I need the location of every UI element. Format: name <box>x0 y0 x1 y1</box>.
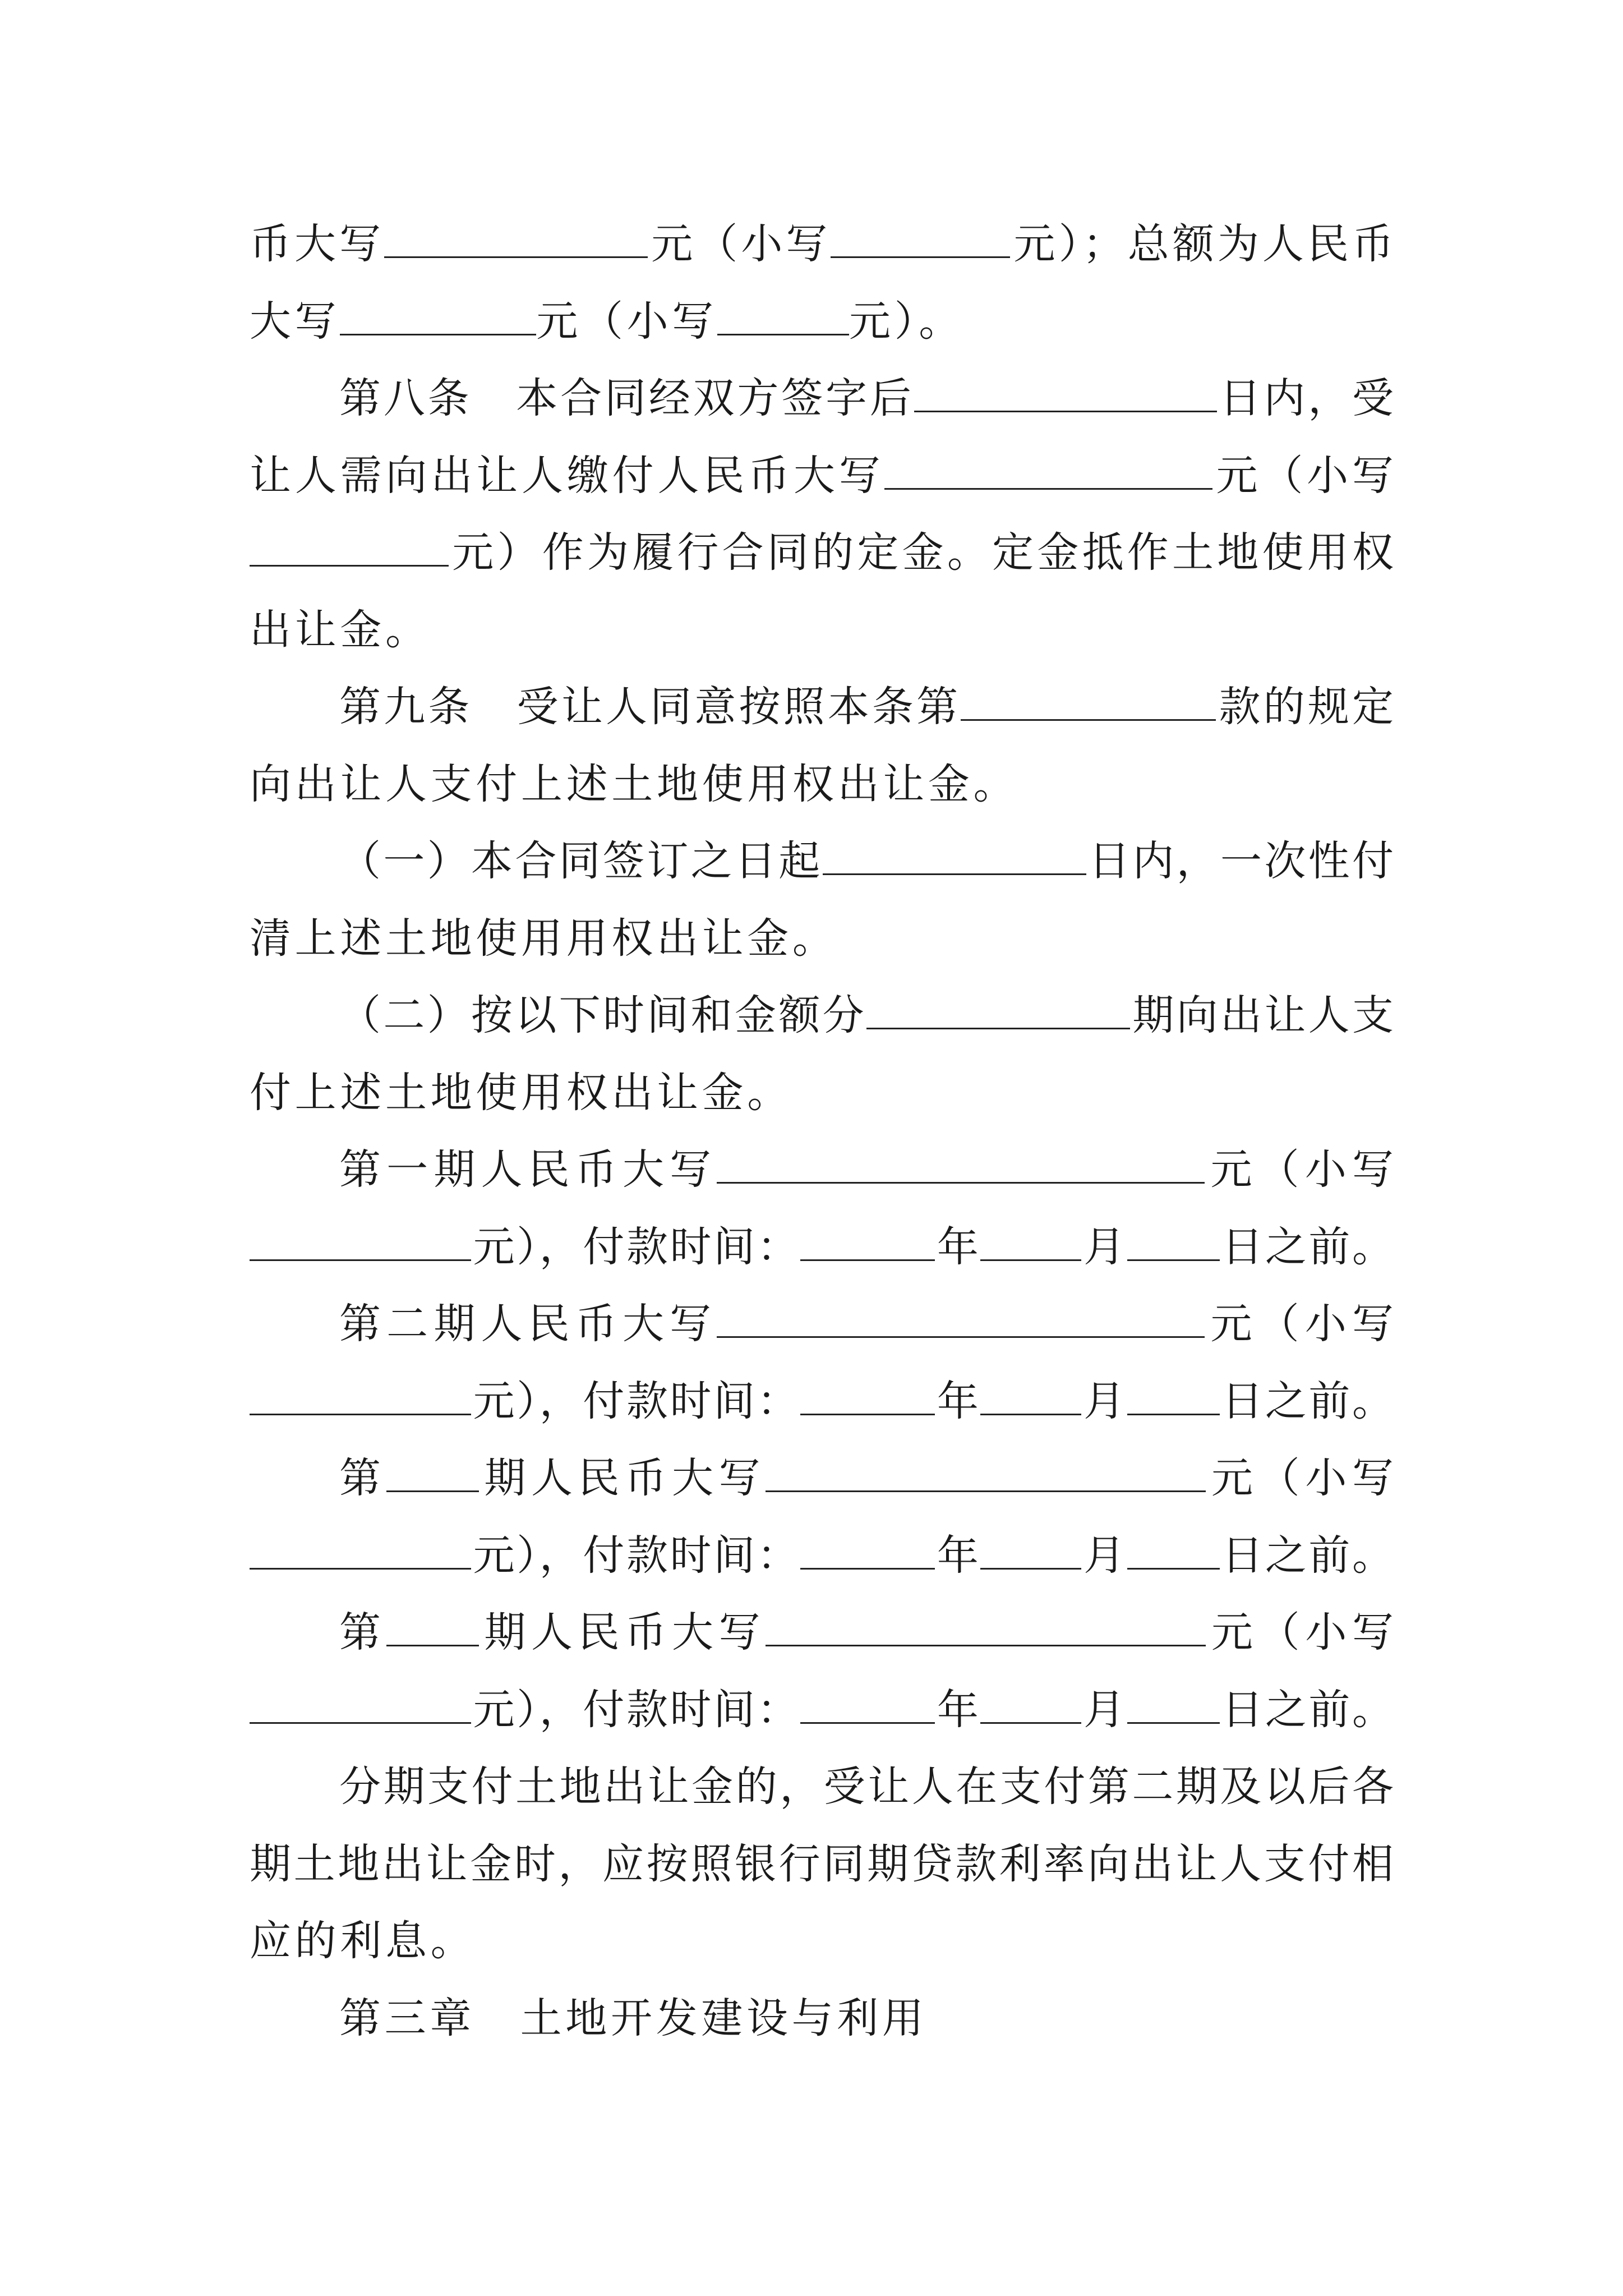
text-segment: 元）；总额为人民币 <box>1010 220 1394 268</box>
blank-field <box>340 293 536 335</box>
text-segment: 出让金。 <box>250 606 431 654</box>
text-segment: 元）作为履行合同的定金。定金抵作土地使用权 <box>449 528 1394 577</box>
text-segment: 应的利息。 <box>250 1917 476 1965</box>
text-segment: 月 <box>1081 1377 1127 1425</box>
text-segment: 期人民币大写 <box>478 1608 766 1657</box>
blank-field <box>1127 1373 1220 1415</box>
text-segment: 第一期人民币大写 <box>339 1145 717 1194</box>
text-line-20 <box>250 1682 1394 1738</box>
text-segment: 第 <box>339 1608 386 1657</box>
blank-field <box>800 1219 935 1261</box>
text-segment: 元（小写 <box>536 297 717 346</box>
blank-field <box>717 1142 1205 1184</box>
text-segment: 日之前。 <box>1219 1531 1394 1580</box>
blank-field <box>766 1450 1206 1492</box>
blank-field <box>980 1527 1081 1570</box>
text-segment: 元（小写 <box>1212 452 1394 500</box>
blank-field <box>800 1527 935 1570</box>
text-segment: 让人需向出让人缴付人民币大写 <box>250 452 884 500</box>
blank-field <box>1127 1682 1220 1724</box>
blank-field <box>250 1219 471 1261</box>
text-segment: 第三章 土地开发建设与利用 <box>339 1994 928 2042</box>
chapter-heading <box>339 1990 1394 2046</box>
text-line-21 <box>339 1759 1394 1815</box>
blank-field <box>866 987 1130 1029</box>
blank-field <box>250 1527 471 1570</box>
blank-field <box>831 216 1010 258</box>
text-segment: 元（小写 <box>1205 1145 1394 1194</box>
text-segment: 大写 <box>250 297 340 346</box>
blank-field <box>717 1296 1205 1338</box>
blank-field <box>961 679 1216 721</box>
text-line-18 <box>250 1527 1394 1584</box>
blank-field <box>800 1373 935 1415</box>
text-line-4 <box>250 448 1394 504</box>
text-line-11 <box>339 987 1394 1043</box>
blank-field <box>1127 1527 1220 1570</box>
text-line-12 <box>250 1065 1394 1121</box>
text-segment: 元），付款时间： <box>471 1223 801 1271</box>
text-segment: 款的规定 <box>1216 683 1394 731</box>
text-segment: 元（小写 <box>1205 1300 1394 1348</box>
blank-field <box>823 833 1086 875</box>
text-line-19 <box>339 1604 1394 1660</box>
blank-field <box>250 1373 471 1415</box>
text-line-2 <box>250 293 1394 349</box>
text-segment: 元），付款时间： <box>471 1377 801 1425</box>
blank-field <box>914 370 1217 412</box>
text-segment: 月 <box>1081 1531 1127 1580</box>
blank-field <box>250 1682 471 1724</box>
blank-field <box>980 1219 1081 1261</box>
text-line-14 <box>250 1219 1394 1275</box>
text-segment: 期向出让人支 <box>1130 991 1394 1039</box>
text-line-5 <box>250 524 1394 581</box>
text-line-16 <box>250 1373 1394 1429</box>
text-segment: 年 <box>935 1531 981 1580</box>
text-segment: 年 <box>935 1686 981 1734</box>
blank-field <box>386 1450 479 1492</box>
blank-field <box>1127 1219 1220 1261</box>
text-segment: 清上述土地使用用权出让金。 <box>250 914 838 963</box>
text-segment: （二）按以下时间和金额分 <box>339 991 866 1039</box>
blank-field <box>386 1604 479 1646</box>
text-segment: 第二期人民币大写 <box>339 1300 717 1348</box>
text-segment: 日内，一次性付 <box>1086 837 1394 885</box>
blank-field <box>717 293 849 335</box>
text-segment: 元（小写 <box>1206 1608 1394 1657</box>
blank-field <box>800 1682 935 1724</box>
text-segment: 第八条 本合同经双方签字后 <box>339 374 914 422</box>
text-segment: 月 <box>1081 1686 1127 1734</box>
text-line-8 <box>250 756 1394 812</box>
text-segment: 币大写 <box>250 220 385 268</box>
text-segment: 日之前。 <box>1219 1377 1394 1425</box>
text-segment: 期土地出让金时，应按照银行同期贷款利率向出让人支付相 <box>250 1840 1394 1888</box>
text-segment: 付上述土地使用权出让金。 <box>250 1069 792 1117</box>
text-segment: 年 <box>935 1377 981 1425</box>
text-segment: 分期支付土地出让金的，受让人在支付第二期及以后各 <box>339 1763 1394 1811</box>
text-line-13 <box>339 1142 1394 1198</box>
text-line-22 <box>250 1836 1394 1892</box>
blank-field <box>884 448 1212 490</box>
blank-field <box>766 1604 1206 1646</box>
text-segment: 日之前。 <box>1219 1223 1394 1271</box>
text-segment: 元（小写 <box>1206 1454 1394 1502</box>
text-line-10 <box>250 910 1394 967</box>
text-segment: 第 <box>339 1454 386 1502</box>
text-segment: 日之前。 <box>1219 1686 1394 1734</box>
text-line-9 <box>339 833 1394 889</box>
text-segment: 第九条 受让人同意按照本条第 <box>339 683 961 731</box>
blank-field <box>250 524 449 567</box>
text-line-3 <box>339 370 1394 426</box>
text-line-23 <box>250 1913 1394 1969</box>
text-segment: 元），付款时间： <box>471 1531 801 1580</box>
text-line-15 <box>339 1296 1394 1352</box>
text-segment: （一）本合同签订之日起 <box>339 837 823 885</box>
text-segment: 月 <box>1081 1223 1127 1271</box>
text-line-1 <box>250 216 1394 272</box>
text-segment: 向出让人支付上述土地使用权出让金。 <box>250 760 1019 808</box>
text-segment: 年 <box>935 1223 981 1271</box>
text-segment: 元），付款时间： <box>471 1686 801 1734</box>
blank-field <box>980 1373 1081 1415</box>
text-segment: 期人民币大写 <box>478 1454 766 1502</box>
text-line-6 <box>250 602 1394 658</box>
text-line-7 <box>339 679 1394 735</box>
blank-field <box>384 216 648 258</box>
blank-field <box>980 1682 1081 1724</box>
text-segment: 元）。 <box>849 297 964 346</box>
text-segment: 元（小写 <box>648 220 831 268</box>
text-segment: 日内，受 <box>1216 374 1394 422</box>
text-line-17 <box>339 1450 1394 1506</box>
